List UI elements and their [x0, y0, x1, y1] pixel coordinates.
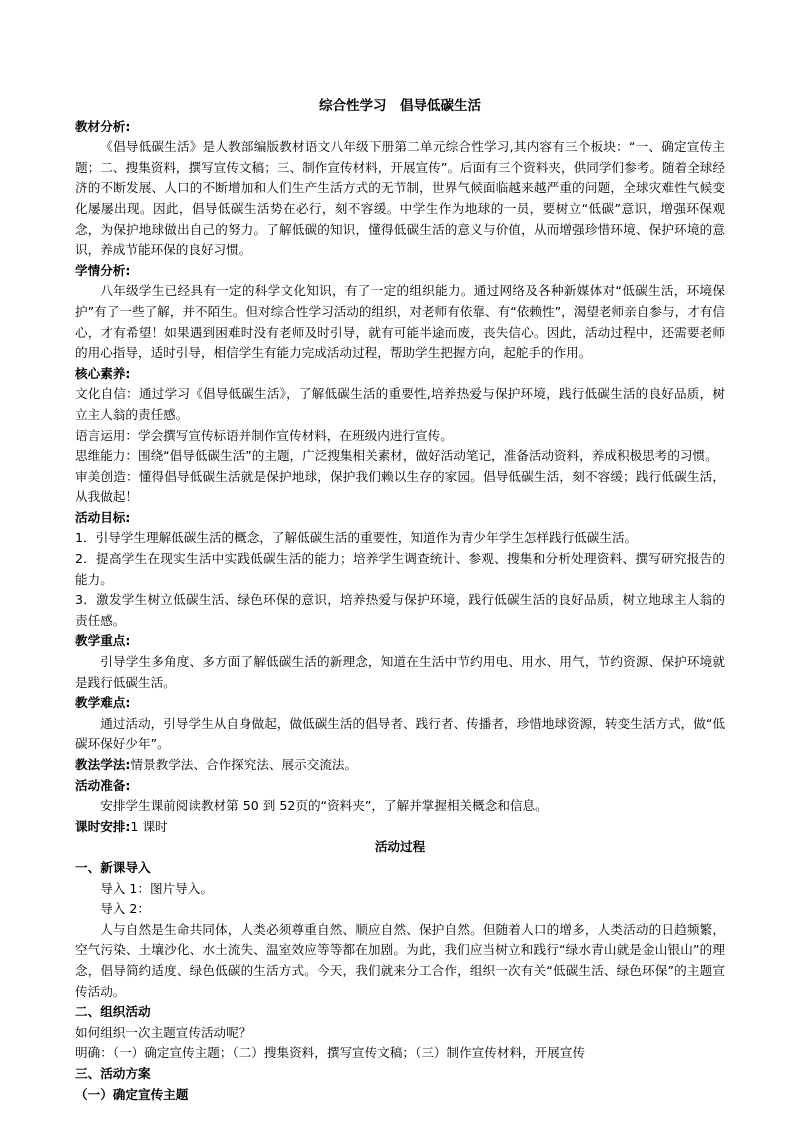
core-literacy-item: 文化自信：通过学习《倡导低碳生活》，了解低碳生活的重要性,培养热爱与保护环境，践行低碳生活的良好品质，树立主人翁的责任感。 — [75, 386, 725, 422]
core-literacy-item: 审美创造：懂得倡导低碳生活就是保护地球，保护我们赖以生存的家园。倡导低碳生活，刻不容缓；践行低碳生活，从我做起！ — [75, 468, 725, 505]
part-heading-organize: 二、组织活动 — [75, 1004, 151, 1020]
plan-subheading: （一）确定宣传主题 — [75, 1086, 189, 1102]
activity-goal-item: 2．提高学生在现实生活中实践低碳生活的能力；培养学生调查统计、参观、搜集和分析处理资料、撰写研究报告的能力。 — [75, 551, 725, 587]
paragraph-student-analysis: 八年级学生已经具有一定的科学文化知识，有了一定的组织能力。通过网络及各种新媒体对“低碳生活，环境保护”有了一些了解，并不陌生。但对综合性学习活动的组织，对老师有依靠、有“依赖性”，渴望老师亲自参与，才有信心，才有希望！如果遇到困难时没有老师及时引导，就有可能半途而废，丧失信心。因此，活动过程中，还需要老师的用心指导，适时引导，相信学生有能力完成活动过程，帮助学生把握方向，起舵手的作用。 — [75, 283, 725, 361]
document-page — [75, 96, 725, 1105]
core-literacy-item: 语言运用：学会撰写宣传标语并制作宣传材料，在班级内进行宣传。 — [75, 427, 453, 443]
activity-goal-item: 3．激发学生树立低碳生活、绿色环保的意识，培养热爱与保护环境，践行低碳生活的良好品质，树立地球主人翁的责任感。 — [75, 592, 725, 628]
section-heading-schedule: 课时安排: — [75, 818, 131, 834]
paragraph-key-points: 引导学生多角度、多方面了解低碳生活的新理念，知道在生活中节约用电、用水、用气，节约资源、保护环境就是践行低碳生活。 — [75, 654, 725, 690]
document-title: 综合性学习 倡导低碳生活 — [319, 98, 481, 114]
core-literacy-item: 思维能力：围绕“倡导低碳生活”的主题，广泛搜集相关素材，做好活动笔记，准备活动资料，养成积极思考的习惯。 — [75, 448, 718, 464]
organize-question: 如何组织一次主题宣传活动呢？ — [75, 1024, 252, 1040]
section-heading-difficulties: 教学难点: — [75, 695, 131, 711]
section-heading-key-points: 教学重点: — [75, 633, 131, 649]
organize-answer: 明确：（一）确定宣传主题；（二）搜集资料，撰写宣传文稿；（三）制作宣传材料，开展宣传 — [75, 1045, 586, 1061]
part-heading-intro: 一、新课导入 — [75, 859, 151, 875]
paragraph-preparation: 安排学生课前阅读教材第 50 到 52页的“资料夹”，了解并掌握相关概念和信息。 — [100, 798, 548, 814]
intro-lead-1: 导入 1：图片导入。 — [100, 880, 213, 896]
paragraph-textbook-analysis: 《倡导低碳生活》是人教部编版教材语文八年级下册第二单元综合性学习,其内容有三个板块：“一、确定宣传主题；二、搜集资料，撰写宣传文稿；三、制作宣传材料，开展宣传”。后面有三个资料夹，供同学们参考。随着全球经济的不断发展、人口的不断增加和人们生产生活方式的无节制，世界气候面临越来越严重的问题，全球灾难性气候变化屡屡出现。因此，倡导低碳生活势在必行，刻不容缓。中学生作为地球的一员，要树立“低碳”意识，增强环保观念，为保护地球做出自己的努力。了解低碳的知识，懂得低碳生活的意义与价值，从而增强珍惜环境、保护环境的意识，养成节能环保的良好习惯。 — [75, 139, 725, 258]
section-heading-textbook-analysis: 教材分析: — [75, 118, 131, 134]
schedule-text: 1 课时 — [130, 818, 168, 834]
part-heading-plan: 三、活动方案 — [75, 1065, 151, 1081]
intro-lead-2: 导入 2： — [100, 901, 150, 917]
section-heading-activity-goals: 活动目标: — [75, 509, 131, 525]
paragraph-intro: 人与自然是生命共同体，人类必须尊重自然、顺应自然、保护自然。但随着人口的增多，人类活动的日趋频繁，空气污染、土壤沙化、水土流失、温室效应等等都在加剧。为此，我们应当树立和践行“绿水青山就是金山银山”的理念，倡导简约适度、绿色低碳的生活方式。今天，我们就来分工合作，组织一次有关“低碳生活、绿色环保”的主题宣传活动。 — [75, 921, 725, 999]
teaching-methods-line — [75, 755, 725, 776]
section-heading-preparation: 活动准备: — [75, 777, 131, 793]
activity-goal-item: 1．引导学生理解低碳生活的概念，了解低碳生活的重要性，知道作为青少年学生怎样践行低碳生活。 — [75, 530, 638, 546]
schedule-line — [75, 817, 725, 838]
section-heading-core-literacy: 核心素养: — [75, 365, 131, 381]
section-heading-teaching-methods: 教法学法: — [75, 757, 131, 772]
section-heading-student-analysis: 学情分析: — [75, 262, 131, 278]
process-title: 活动过程 — [374, 839, 426, 855]
paragraph-difficulties: 通过活动，引导学生从自身做起，做低碳生活的倡导者、践行者、传播者，珍惜地球资源，转变生活方式，做“低碳环保好少年”。 — [75, 715, 725, 752]
teaching-methods-text: 情景教学法、合作探究法、展示交流法。 — [130, 757, 358, 772]
